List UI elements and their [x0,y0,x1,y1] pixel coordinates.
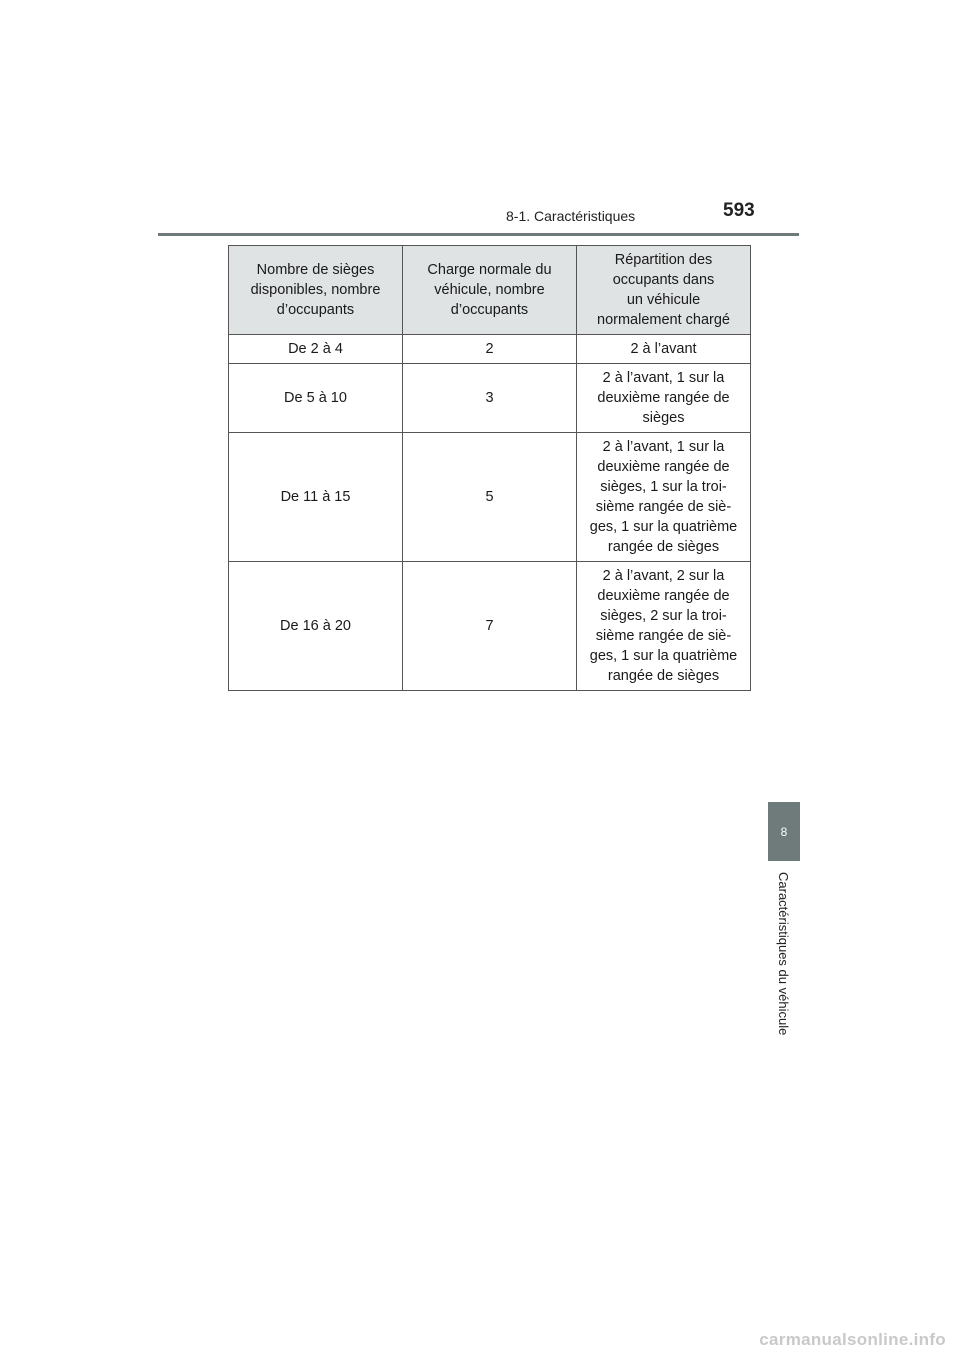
cell-seats: De 2 à 4 [229,335,403,364]
cell-distribution: 2 à l’avant, 2 sur la deuxième rangée de sièges, 2 sur la troi- sième rangée de siè- ges, 1 sur la quatrième rangée de sièges [577,562,751,691]
cell-distribution: 2 à l’avant, 1 sur la deuxième rangée de sièges [577,364,751,433]
cell-seats: De 5 à 10 [229,364,403,433]
table-header-row [229,246,751,335]
table-row [229,562,751,691]
cell-normal-load: 3 [403,364,577,433]
chapter-label: Caractéristiques du véhicule [776,872,791,1036]
occupant-distribution-table [228,245,751,691]
cell-seats: De 11 à 15 [229,433,403,562]
header-divider [158,233,799,236]
cell-normal-load: 7 [403,562,577,691]
table-row [229,433,751,562]
cell-seats: De 16 à 20 [229,562,403,691]
chapter-number: 8 [780,824,788,839]
column-header-seats: Nombre de sièges disponibles, nombre d’occupants [229,246,403,335]
cell-distribution: 2 à l’avant, 1 sur la deuxième rangée de sièges, 1 sur la troi- sième rangée de siè- ges, 1 sur la quatrième rangée de sièges [577,433,751,562]
column-header-normal-load: Charge normale du véhicule, nombre d’occupants [403,246,577,335]
section-title: 8-1. Caractéristiques [506,208,636,224]
watermark: carmanualsonline.info [759,1330,946,1349]
column-header-distribution: Répartition des occupants dans un véhicule normalement chargé [577,246,751,335]
page-number: 593 [723,200,755,221]
cell-normal-load: 5 [403,433,577,562]
page-header [158,196,798,230]
chapter-tab [768,802,800,861]
cell-normal-load: 2 [403,335,577,364]
table-row [229,364,751,433]
cell-distribution: 2 à l’avant [577,335,751,364]
table-row [229,335,751,364]
